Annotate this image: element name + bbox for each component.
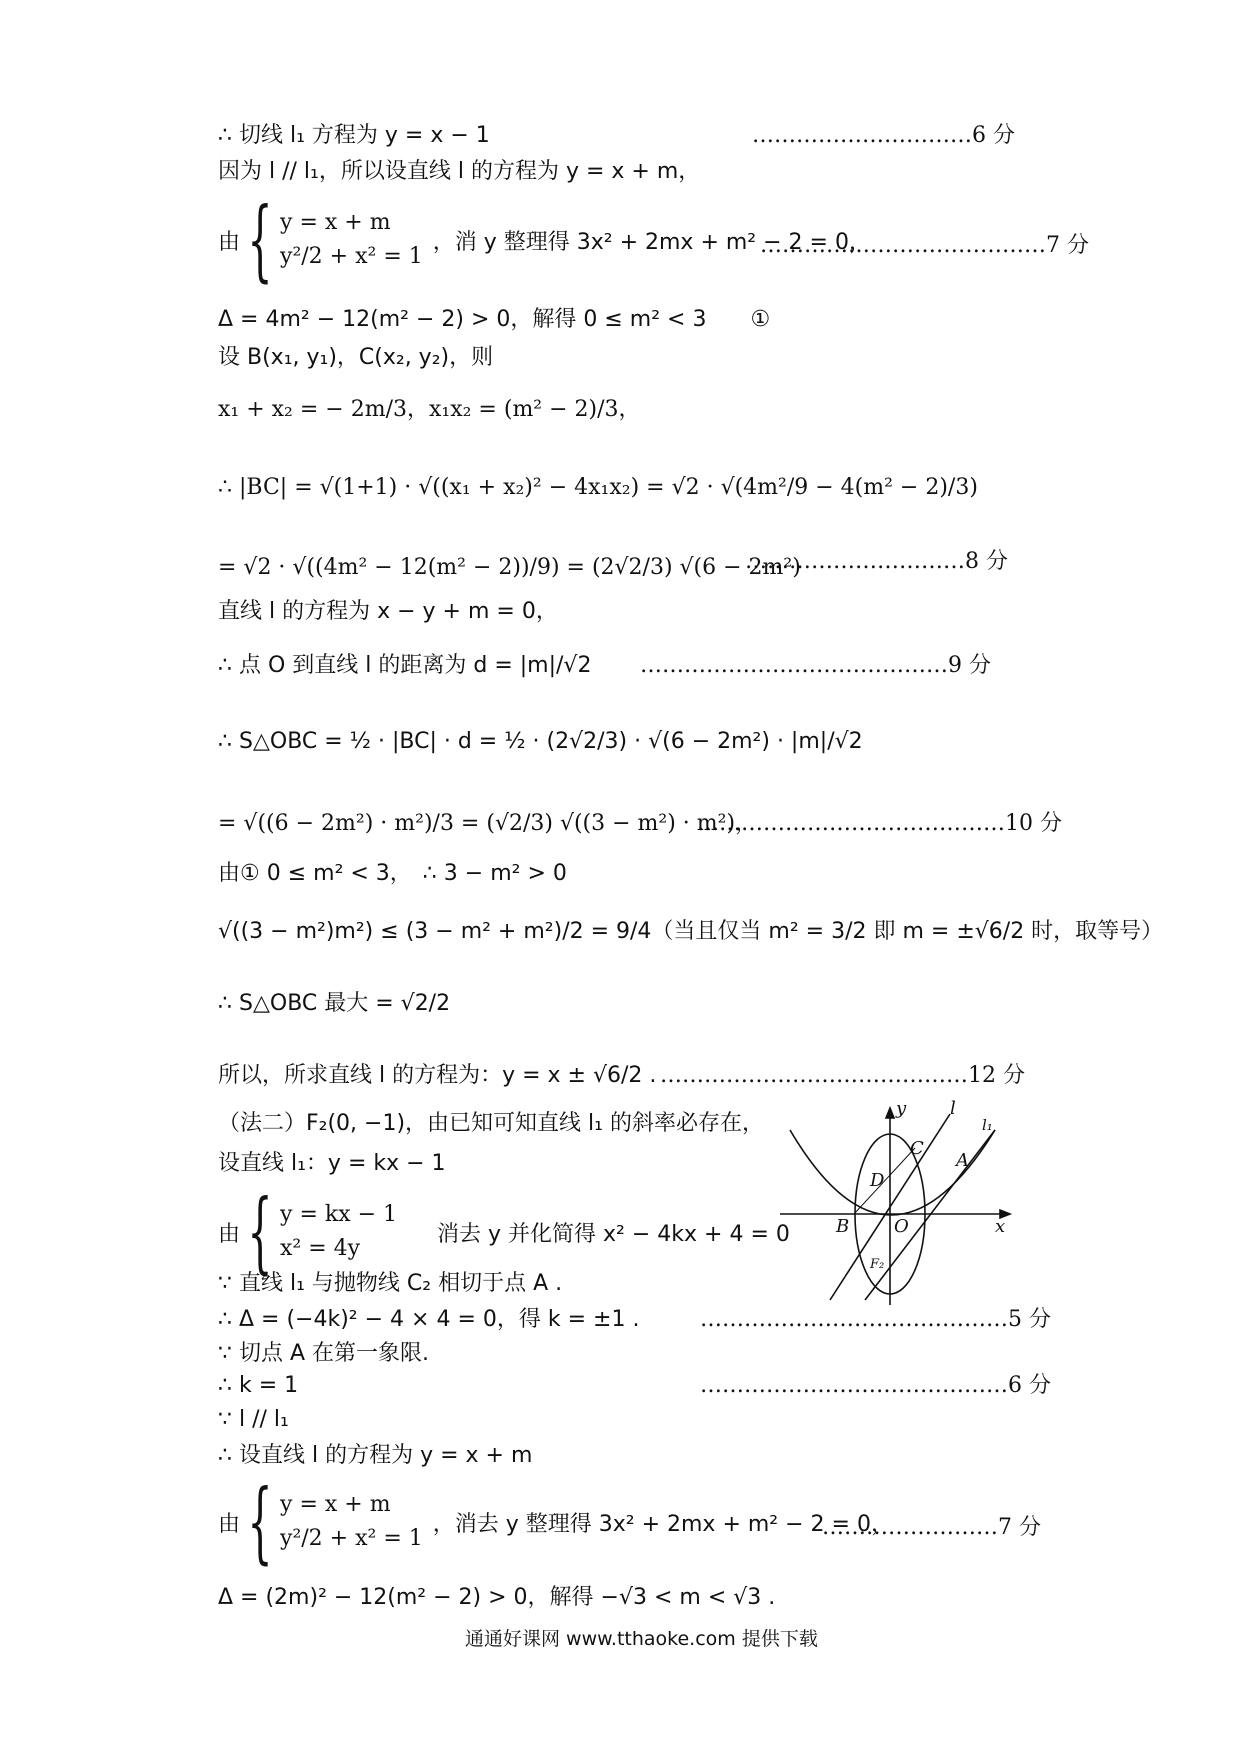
sys-row-1: y = x + m: [280, 1492, 391, 1517]
label-c: C: [910, 1138, 924, 1159]
page-footer: 通通好课网 www.tthaoke.com 提供下载: [465, 1628, 818, 1650]
line-set-points: 设 B(x₁, y₁)，C(x₂, y₂)，则: [218, 345, 494, 370]
line-k-equals-1: ∴ k = 1: [218, 1373, 299, 1398]
line-area: ∴ S△OBC = ½ · |BC| · d = ½ · (2√2/3) · √(6 − 2m²) · |m|/√2: [218, 729, 863, 754]
label-x: x: [995, 1216, 1006, 1237]
line-tangent-parabola: ∵ 直线 l₁ 与抛物线 C₂ 相切于点 A .: [218, 1271, 563, 1296]
line-l-equation: 直线 l 的方程为 x − y + m = 0，: [218, 599, 558, 624]
label-l: l: [950, 1100, 956, 1119]
line-set-l1: 设直线 l₁：y = kx − 1: [218, 1151, 446, 1176]
label-l1: l₁: [982, 1116, 993, 1134]
line-chord-simplified: = √2 · √((4m² − 12(m² − 2))/9) = (2√2/3) √(6 − 2m²): [218, 555, 801, 580]
sys-row-2: y²/2 + x² = 1: [280, 244, 423, 269]
line-first-quadrant: ∵ 切点 A 在第一象限.: [218, 1341, 430, 1366]
line-parallel-2: ∵ l // l₁: [218, 1407, 289, 1432]
line-set-l: ∴ 设直线 l 的方程为 y = x + m: [218, 1443, 533, 1468]
line-k-solution: ∴ Δ = (−4k)² − 4 × 4 = 0，得 k = ±1 .: [218, 1307, 640, 1332]
line-inequality: √((3 − m²)m²) ≤ (3 − m² + m²)/2 = 9/4（当且仅当 m² = 3/2 即 m = ±√6/2 时，取等号）: [218, 919, 1164, 944]
sys-row-1: y = kx − 1: [280, 1202, 398, 1227]
line-max-area: ∴ S△OBC 最大 = √2/2: [218, 991, 451, 1016]
system-parabola-line: [218, 1180, 790, 1283]
sys-prefix: 由: [218, 1221, 241, 1247]
score-6-b: ……………………………………6 分: [700, 1373, 1051, 1398]
sys-result: 消去 y 并化简得 x² − 4kx + 4 = 0: [437, 1221, 790, 1247]
line-chord-length: ∴ |BC| = √(1+1) · √((x₁ + x₂)² − 4x₁x₂) = √2 · √(4m²/9 − 4(m² − 2)/3): [218, 475, 978, 500]
label-a: A: [956, 1150, 969, 1171]
brace-icon: {: [247, 1470, 273, 1573]
sys-row-2: x² = 4y: [280, 1236, 361, 1261]
score-12: ……………………………………12 分: [660, 1063, 1025, 1088]
score-10: ……………………………………10 分: [697, 811, 1062, 836]
line-area-simplified: = √((6 − 2m²) · m²)/3 = (√2/3) √((3 − m²) · m²)，: [218, 811, 758, 836]
score-7-b: ……………………7 分: [822, 1515, 1041, 1540]
system-ellipse-line-2: [218, 1470, 893, 1573]
sys-prefix: 由: [218, 229, 241, 255]
score-5: ……………………………………5 分: [700, 1307, 1051, 1332]
brace-icon: {: [247, 188, 273, 291]
line-parallel: 因为 l // l₁，所以设直线 l 的方程为 y = x + m，: [218, 159, 701, 184]
line-method-two: （法二）F₂(0, −1)，由已知可知直线 l₁ 的斜率必存在，: [218, 1111, 764, 1136]
line-discriminant: Δ = 4m² − 12(m² − 2) > 0，解得 0 ≤ m² < 3 ①: [218, 307, 771, 332]
line-m-range: Δ = (2m)² − 12(m² − 2) > 0，解得 −√3 < m < √3 .: [218, 1585, 776, 1610]
label-b: B: [836, 1216, 850, 1237]
label-d: D: [870, 1170, 885, 1191]
score-7-a: …………………………………7 分: [760, 233, 1089, 258]
label-y: y: [896, 1100, 907, 1119]
line-answer: 所以，所求直线 l 的方程为：y = x ± √6/2 .: [218, 1063, 657, 1088]
line-condition: 由① 0 ≤ m² < 3， ∴ 3 − m² > 0: [218, 861, 567, 886]
brace-icon: {: [247, 1180, 273, 1283]
line-tangent-l1: ∴ 切线 l₁ 方程为 y = x − 1: [218, 123, 490, 148]
sys-row-1: y = x + m: [280, 210, 391, 235]
figure-ellipse-parabola: [770, 1100, 1020, 1310]
score-6-a: …………………………6 分: [752, 123, 1015, 148]
y-arrow-icon: [886, 1108, 894, 1118]
line-distance: ∴ 点 O 到直线 l 的距离为 d = |m|/√2: [218, 653, 592, 678]
sys-prefix: 由: [218, 1511, 241, 1537]
label-o: O: [894, 1216, 909, 1237]
line-vieta: x₁ + x₂ = − 2m/3，x₁x₂ = (m² − 2)/3，: [218, 397, 641, 422]
score-8: …………………………8 分: [745, 549, 1008, 574]
label-f2: F₂: [870, 1257, 885, 1272]
sys-row-2: y²/2 + x² = 1: [280, 1526, 423, 1551]
sys-result: ，消去 y 整理得 3x² + 2mx + m² − 2 = 0，: [432, 1511, 893, 1537]
sys-result: ，消 y 整理得 3x² + 2mx + m² − 2 = 0，: [432, 229, 871, 255]
score-9: ……………………………………9 分: [640, 653, 991, 678]
